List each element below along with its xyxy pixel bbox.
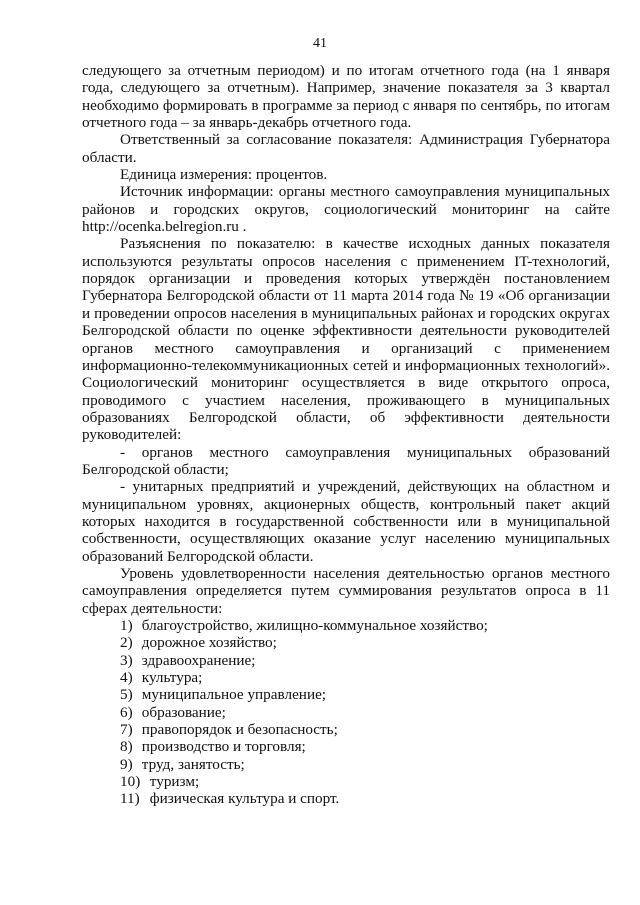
list-item-text: здравоохранение; bbox=[141, 651, 256, 669]
list-item bbox=[82, 790, 610, 807]
document-body bbox=[82, 62, 610, 808]
list-item-number: 11) bbox=[120, 790, 140, 808]
paragraph-responsible: Ответственный за согласование показателя: Администрация Губернатора области. bbox=[82, 131, 610, 166]
list-item-text: физическая культура и спорт. bbox=[149, 790, 340, 808]
list-item-number: 1) bbox=[120, 617, 133, 634]
paragraph-bullet-enterprises: - унитарных предприятий и учреждений, действующих на областном и муниципальном уровнях, акционерных обществ, контрольный пакет акций которых находится в государственной собственности или в муниципальной собственности, осуществляющих оказание услуг населению муниципальных образований Белгородской области. bbox=[82, 478, 610, 565]
list-item-number: 9) bbox=[120, 755, 133, 773]
spheres-list bbox=[82, 617, 610, 808]
list-item bbox=[82, 704, 610, 721]
paragraph-source: Источник информации: органы местного самоуправления муниципальных районов и городских округов, социологический мониторинг на сайте http://ocenka.belregion.ru . bbox=[82, 183, 610, 236]
list-item bbox=[82, 686, 610, 703]
list-item-text: благоустройство, жилищно-коммунальное хозяйство; bbox=[141, 617, 488, 634]
list-item-number: 10) bbox=[120, 773, 141, 791]
list-item-text: производство и торговля; bbox=[141, 738, 306, 756]
list-item-text: культура; bbox=[141, 669, 203, 687]
list-item bbox=[82, 652, 610, 669]
page-number: 41 bbox=[313, 36, 327, 51]
list-item-text: туризм; bbox=[149, 773, 200, 791]
list-item-text: правопорядок и безопасность; bbox=[141, 721, 338, 739]
list-item bbox=[82, 721, 610, 738]
list-item-number: 7) bbox=[120, 721, 133, 739]
paragraph-bullet-local-government: - органов местного самоуправления муниципальных образований Белгородской области; bbox=[82, 443, 610, 478]
list-item bbox=[82, 669, 610, 686]
list-item bbox=[82, 634, 610, 651]
list-item-number: 3) bbox=[120, 651, 133, 669]
list-item-number: 6) bbox=[120, 703, 133, 721]
list-item bbox=[82, 756, 610, 773]
list-item-text: дорожное хозяйство; bbox=[141, 634, 277, 652]
list-item bbox=[82, 738, 610, 755]
list-item bbox=[82, 617, 610, 634]
list-item-text: образование; bbox=[141, 703, 226, 721]
list-item bbox=[82, 773, 610, 790]
list-item-text: труд, занятость; bbox=[141, 755, 245, 773]
paragraph-reporting-period: следующего за отчетным периодом) и по итогам отчетного года (на 1 января года, следующего за отчетным). Например, значение показателя за 3 квартал необходимо формировать в программе за период с января по сентябрь, по итогам отчетного года – за январь-декабрь отчетного года. bbox=[82, 62, 610, 132]
paragraph-unit: Единица измерения: процентов. bbox=[120, 166, 328, 184]
list-item-number: 8) bbox=[120, 738, 133, 756]
list-item-number: 5) bbox=[120, 686, 133, 704]
list-item-number: 2) bbox=[120, 634, 133, 652]
list-item-text: муниципальное управление; bbox=[141, 686, 327, 704]
paragraph-explanation: Разъяснения по показателю: в качестве исходных данных показателя используются результаты опросов населения с применением IT-технологий, порядок организации и проведения которых утверждён постановлением Губернатора Белгородской области от 11 марта 2014 года № 19 «Об организации и проведении опросов населения в муниципальных районах и городских округах Белгородской области по оценке эффективности деятельности руководителей органов местного самоуправления и организаций с применением информационно-телекоммуникационных сетей и информационных технологий». Социологический мониторинг осуществляется в виде открытого опроса, проводимого с участием населения, проживающего в муниципальных образованиях Белгородской области, об эффективности деятельности руководителей: bbox=[82, 235, 610, 444]
paragraph-satisfaction-level: Уровень удовлетворенности населения деятельностью органов местного самоуправления определяется путем суммирования результатов опроса в 11 сферах деятельности: bbox=[82, 564, 610, 617]
list-item-number: 4) bbox=[120, 669, 133, 687]
